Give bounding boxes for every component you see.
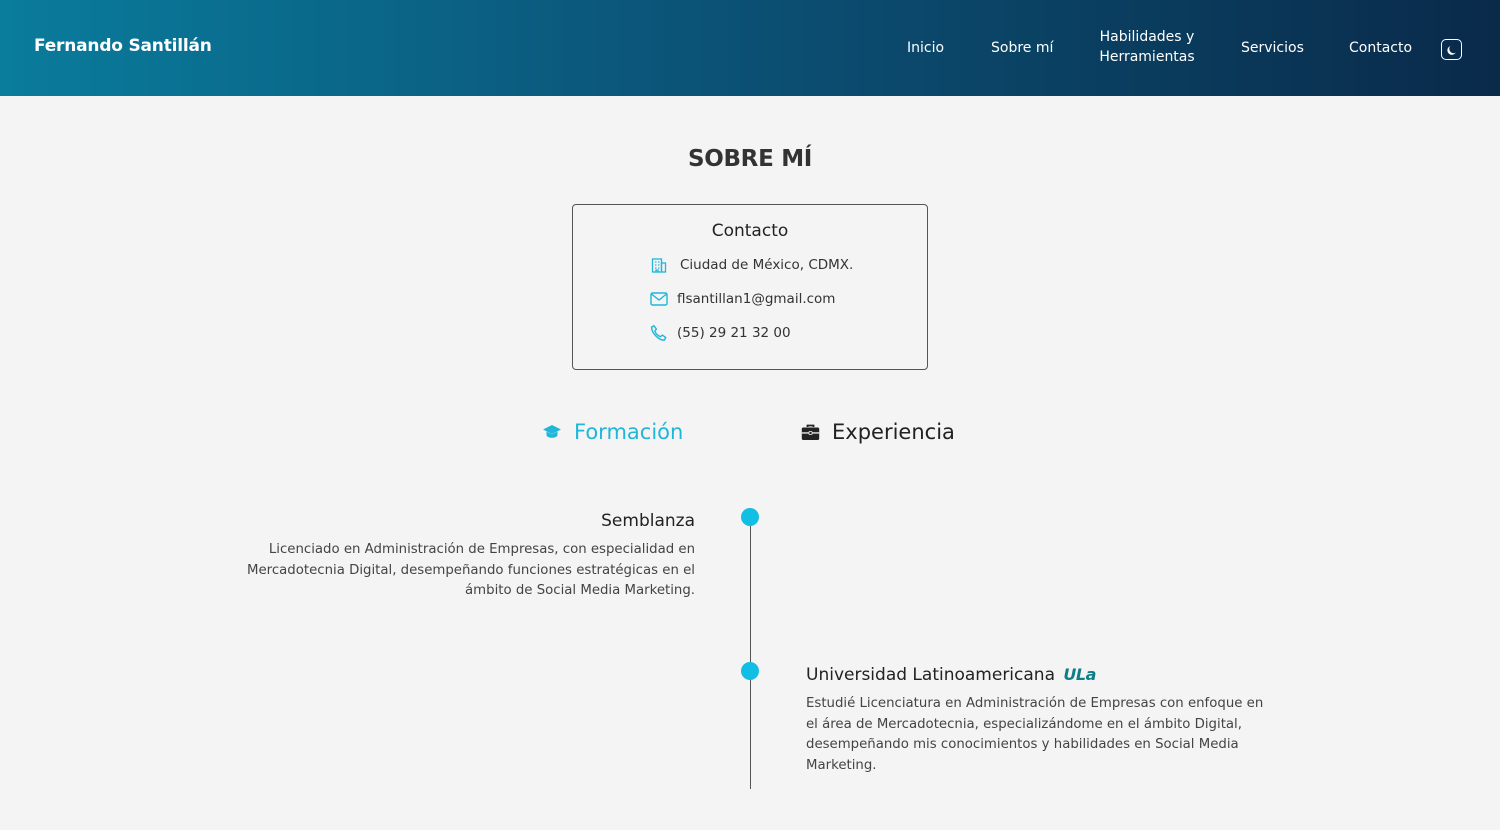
brand-name[interactable]: Fernando Santillán <box>34 36 212 56</box>
entry-title: Semblanza <box>601 511 695 531</box>
nav-servicios[interactable]: Servicios <box>1241 40 1304 56</box>
nav-sobre-mi[interactable]: Sobre mí <box>991 40 1054 56</box>
ula-logo: ULa <box>1063 665 1096 684</box>
main-nav <box>0 0 1500 96</box>
entry-text: Estudié Licenciatura en Administración de Empresas con enfoque en el área de Mercadotecnia, especializándome en el ámbito Digital, desempeñando mis conocimientos y habilidades en Social Media Marketing. <box>806 696 1264 773</box>
nav-habilidades[interactable]: Habilidades y Herramientas <box>1099 29 1195 65</box>
contact-card <box>572 204 928 370</box>
moon-icon <box>1446 44 1458 56</box>
timeline-entry-ula <box>806 665 1276 776</box>
contact-title: Contacto <box>711 221 789 241</box>
timeline-dot <box>741 662 759 680</box>
phone-text[interactable]: (55) 29 21 32 00 <box>677 325 791 341</box>
theme-toggle-button[interactable] <box>1441 39 1462 60</box>
phone-icon <box>649 323 669 343</box>
site-header <box>0 0 1500 96</box>
timeline-line <box>750 517 751 789</box>
contact-email <box>649 289 835 309</box>
contact-location <box>649 255 853 275</box>
nav-inicio[interactable]: Inicio <box>907 40 945 56</box>
tab-experiencia[interactable] <box>799 420 955 444</box>
building-icon <box>649 255 669 275</box>
tab-experiencia-label: Experiencia <box>832 420 955 444</box>
contact-phone <box>649 323 791 343</box>
tab-formacion-label: Formación <box>574 420 684 444</box>
entry-text: Licenciado en Administración de Empresas, con especialidad en Mercadotecnia Digital, desempeñando funciones estratégicas en el ámbito de Social Media Marketing. <box>247 542 695 598</box>
graduation-cap-icon <box>541 421 563 443</box>
entry-title-row <box>806 665 1276 685</box>
mail-icon <box>649 289 669 309</box>
briefcase-icon <box>799 421 821 443</box>
timeline-dot <box>741 508 759 526</box>
nav-contacto[interactable]: Contacto <box>1349 40 1413 56</box>
section-title: SOBRE MÍ <box>687 146 813 172</box>
location-text: Ciudad de México, CDMX. <box>680 257 854 273</box>
email-text[interactable]: flsantillan1@gmail.com <box>677 291 836 307</box>
tab-formacion[interactable] <box>541 420 683 444</box>
entry-title: Universidad Latinoamericana <box>806 665 1055 685</box>
timeline-entry-semblanza <box>220 511 695 602</box>
